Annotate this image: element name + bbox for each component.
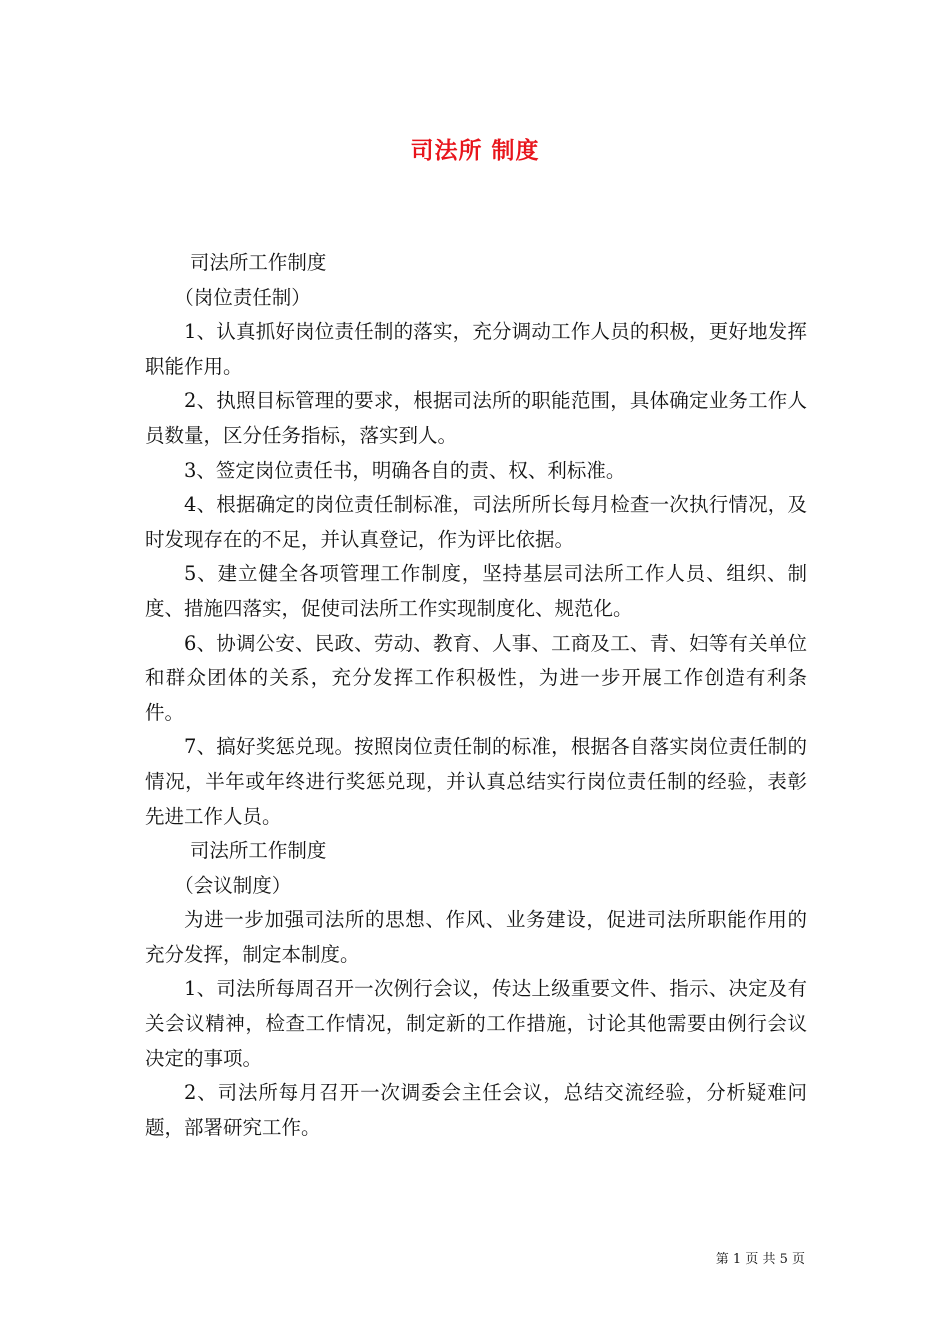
- paragraph: 4、根据确定的岗位责任制标准，司法所所长每月检查一次执行情况，及时发现存在的不足，并认真登记，作为评比依据。: [145, 493, 807, 551]
- paragraph: 1、认真抓好岗位责任制的落实，充分调动工作人员的积极，更好地发挥职能作用。: [145, 320, 807, 378]
- section-subheading: （岗位责任制）: [174, 285, 311, 309]
- section-subheading: （会议制度）: [174, 873, 292, 897]
- paragraph: 1、司法所每周召开一次例行会议，传达上级重要文件、指示、决定及有关会议精神，检查工作情况，制定新的工作措施，讨论其他需要由例行会议决定的事项。: [145, 977, 807, 1070]
- page-number-footer: 第 1 页 共 5 页: [715, 1252, 805, 1267]
- paragraph: 为进一步加强司法所的思想、作风、业务建设，促进司法所职能作用的充分发挥，制定本制度。: [145, 908, 807, 966]
- section-heading: 司法所工作制度: [189, 251, 327, 274]
- page-title: 司法所 制度: [410, 137, 540, 164]
- paragraph: 2、司法所每月召开一次调委会主任会议，总结交流经验，分析疑难问题，部署研究工作。: [145, 1081, 807, 1139]
- document-body: [145, 246, 807, 1145]
- paragraph: 3、签定岗位责任书，明确各自的责、权、利标准。: [184, 458, 626, 482]
- section-heading: 司法所工作制度: [189, 839, 327, 863]
- paragraph: 6、协调公安、民政、劳动、教育、人事、工商及工、青、妇等有关单位和群众团体的关系，充分发挥工作积极性，为进一步开展工作创造有利条件。: [145, 631, 807, 724]
- paragraph: 2、执照目标管理的要求，根据司法所的职能范围，具体确定业务工作人员数量，区分任务指标，落实到人。: [145, 389, 807, 447]
- paragraph: 5、建立健全各项管理工作制度，坚持基层司法所工作人员、组织、制度、措施四落实，促使司法所工作实现制度化、规范化。: [145, 562, 807, 620]
- paragraph: 7、搞好奖惩兑现。按照岗位责任制的标准，根据各自落实岗位责任制的情况，半年或年终进行奖惩兑现，并认真总结实行岗位责任制的经验，表彰先进工作人员。: [145, 735, 807, 828]
